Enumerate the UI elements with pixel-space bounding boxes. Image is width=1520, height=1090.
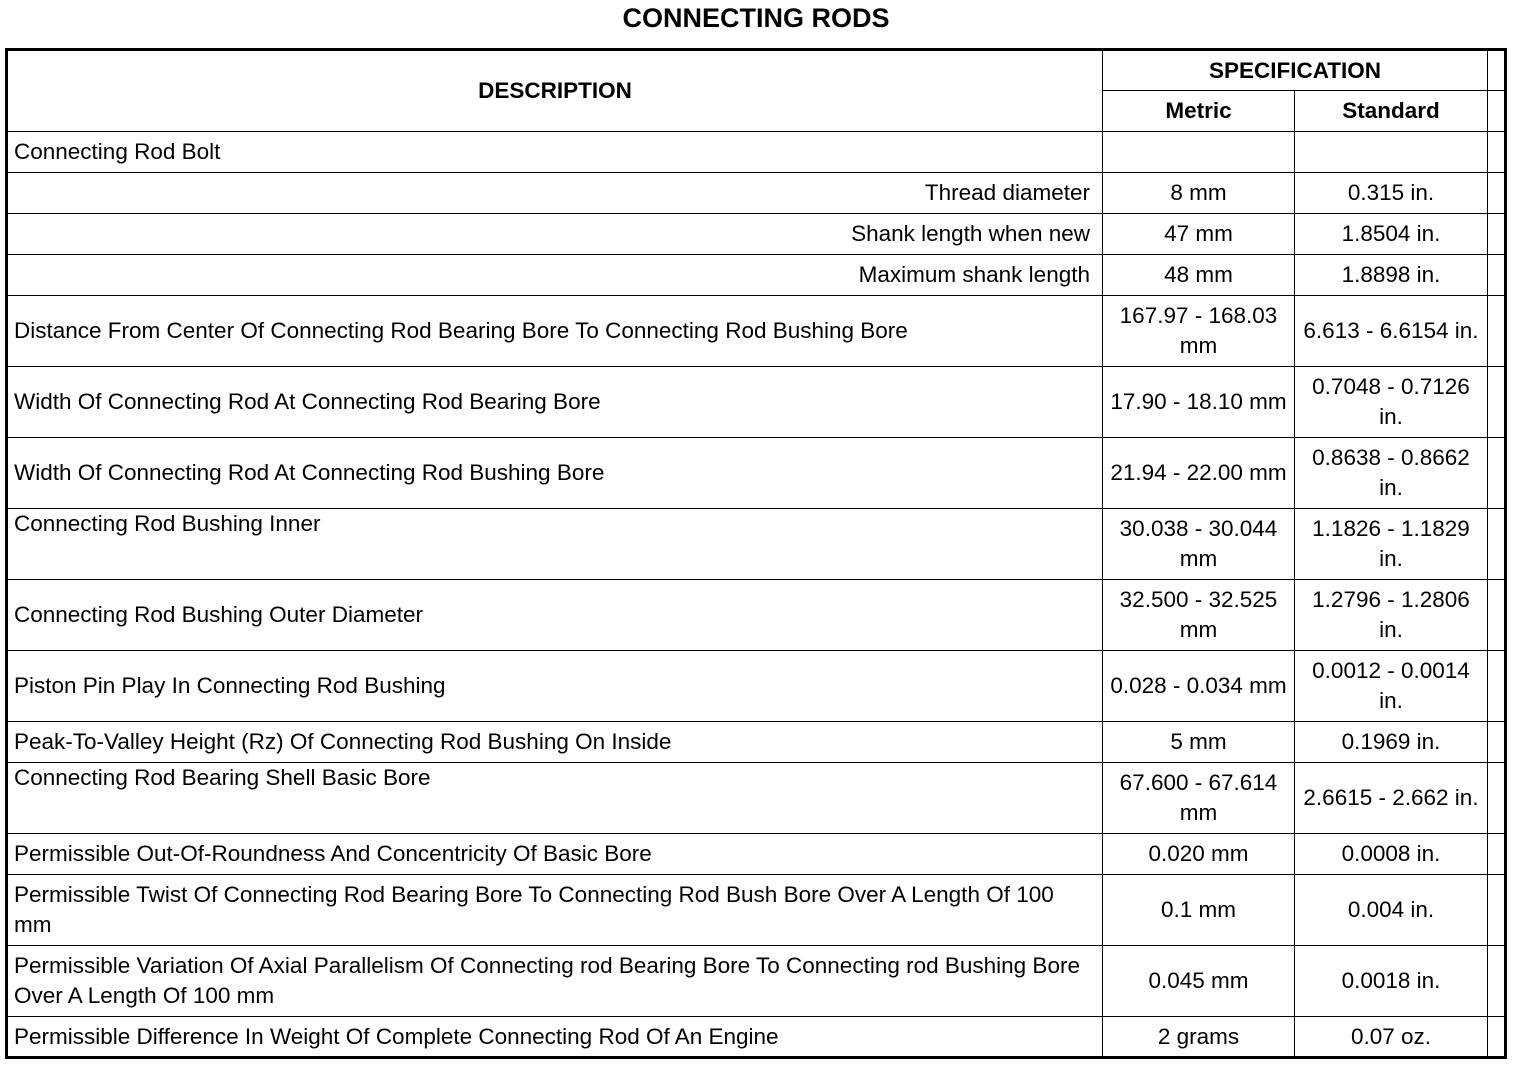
blank-cell: [1488, 875, 1506, 946]
table-row: [7, 946, 1506, 1017]
row-description: Maximum shank length: [7, 255, 1103, 296]
metric-value: 2 grams: [1103, 1017, 1295, 1058]
table-row: [7, 438, 1506, 509]
standard-value: 1.1826 - 1.1829 in.: [1295, 509, 1488, 580]
table-row: [7, 255, 1506, 296]
blank-cell: [1488, 91, 1506, 132]
metric-value: 0.028 - 0.034 mm: [1103, 651, 1295, 722]
table-body: [7, 132, 1506, 1058]
page-title: CONNECTING RODS: [622, 3, 890, 33]
blank-cell: [1488, 255, 1506, 296]
standard-value: 2.6615 - 2.662 in.: [1295, 763, 1488, 834]
table-row: [7, 214, 1506, 255]
metric-value: 17.90 - 18.10 mm: [1103, 367, 1295, 438]
row-description: Permissible Variation Of Axial Parallelism Of Connecting rod Bearing Bore To Connecting rod Bushing Bore Over A Length Of 100 mm: [7, 946, 1103, 1017]
metric-header: Metric: [1103, 91, 1295, 132]
row-description: Width Of Connecting Rod At Connecting Rod Bearing Bore: [7, 367, 1103, 438]
table-row: [7, 1017, 1506, 1058]
blank-cell: [1488, 296, 1506, 367]
standard-value: 1.2796 - 1.2806 in.: [1295, 580, 1488, 651]
metric-value: 67.600 - 67.614 mm: [1103, 763, 1295, 834]
blank-cell: [1488, 438, 1506, 509]
metric-value: 47 mm: [1103, 214, 1295, 255]
table-row: [7, 763, 1506, 834]
header-row: [7, 50, 1506, 91]
metric-value: 8 mm: [1103, 173, 1295, 214]
metric-value: 0.1 mm: [1103, 875, 1295, 946]
standard-value: 0.004 in.: [1295, 875, 1488, 946]
row-description: Shank length when new: [7, 214, 1103, 255]
blank-cell: [1488, 132, 1506, 173]
table-row: [7, 580, 1506, 651]
table-row: [7, 296, 1506, 367]
standard-value: 0.0018 in.: [1295, 946, 1488, 1017]
standard-value: [1295, 132, 1488, 173]
standard-header: Standard: [1295, 91, 1488, 132]
table-row: [7, 651, 1506, 722]
blank-cell: [1488, 946, 1506, 1017]
metric-value: 5 mm: [1103, 722, 1295, 763]
metric-value: 48 mm: [1103, 255, 1295, 296]
row-description: Permissible Difference In Weight Of Complete Connecting Rod Of An Engine: [7, 1017, 1103, 1058]
metric-value: 30.038 - 30.044 mm: [1103, 509, 1295, 580]
metric-value: 0.020 mm: [1103, 834, 1295, 875]
description-header: DESCRIPTION: [7, 50, 1103, 132]
row-description: Connecting Rod Bolt: [7, 132, 1103, 173]
standard-value: 0.0012 - 0.0014 in.: [1295, 651, 1488, 722]
row-description: Connecting Rod Bushing Outer Diameter: [7, 580, 1103, 651]
table-header: [7, 50, 1506, 132]
specifications-table: [5, 48, 1507, 1059]
metric-value: [1103, 132, 1295, 173]
standard-value: 0.0008 in.: [1295, 834, 1488, 875]
table-row: [7, 173, 1506, 214]
blank-cell: [1488, 50, 1506, 91]
metric-value: 0.045 mm: [1103, 946, 1295, 1017]
row-description: Permissible Twist Of Connecting Rod Bearing Bore To Connecting Rod Bush Bore Over A Length Of 100 mm: [7, 875, 1103, 946]
row-description: Thread diameter: [7, 173, 1103, 214]
standard-value: 1.8898 in.: [1295, 255, 1488, 296]
blank-cell: [1488, 834, 1506, 875]
metric-value: 21.94 - 22.00 mm: [1103, 438, 1295, 509]
metric-value: 167.97 - 168.03 mm: [1103, 296, 1295, 367]
table-row: [7, 834, 1506, 875]
row-description: Peak-To-Valley Height (Rz) Of Connecting Rod Bushing On Inside: [7, 722, 1103, 763]
blank-cell: [1488, 763, 1506, 834]
standard-value: 1.8504 in.: [1295, 214, 1488, 255]
table-row: [7, 132, 1506, 173]
standard-value: 0.8638 - 0.8662 in.: [1295, 438, 1488, 509]
blank-cell: [1488, 651, 1506, 722]
table-row: [7, 367, 1506, 438]
specification-header: SPECIFICATION: [1103, 50, 1488, 91]
row-description: Distance From Center Of Connecting Rod Bearing Bore To Connecting Rod Bushing Bore: [7, 296, 1103, 367]
blank-cell: [1488, 580, 1506, 651]
row-description: Permissible Out-Of-Roundness And Concentricity Of Basic Bore: [7, 834, 1103, 875]
table-row: [7, 722, 1506, 763]
blank-cell: [1488, 173, 1506, 214]
row-description: Width Of Connecting Rod At Connecting Rod Bushing Bore: [7, 438, 1103, 509]
row-description: Piston Pin Play In Connecting Rod Bushing: [7, 651, 1103, 722]
table-row: [7, 875, 1506, 946]
standard-value: 0.07 oz.: [1295, 1017, 1488, 1058]
row-description: Connecting Rod Bushing Inner: [7, 509, 1103, 580]
blank-cell: [1488, 722, 1506, 763]
standard-value: 0.1969 in.: [1295, 722, 1488, 763]
standard-value: 6.613 - 6.6154 in.: [1295, 296, 1488, 367]
blank-cell: [1488, 367, 1506, 438]
standard-value: 0.7048 - 0.7126 in.: [1295, 367, 1488, 438]
standard-value: 0.315 in.: [1295, 173, 1488, 214]
table-row: [7, 509, 1506, 580]
row-description: Connecting Rod Bearing Shell Basic Bore: [7, 763, 1103, 834]
blank-cell: [1488, 214, 1506, 255]
blank-cell: [1488, 509, 1506, 580]
blank-cell: [1488, 1017, 1506, 1058]
metric-value: 32.500 - 32.525 mm: [1103, 580, 1295, 651]
